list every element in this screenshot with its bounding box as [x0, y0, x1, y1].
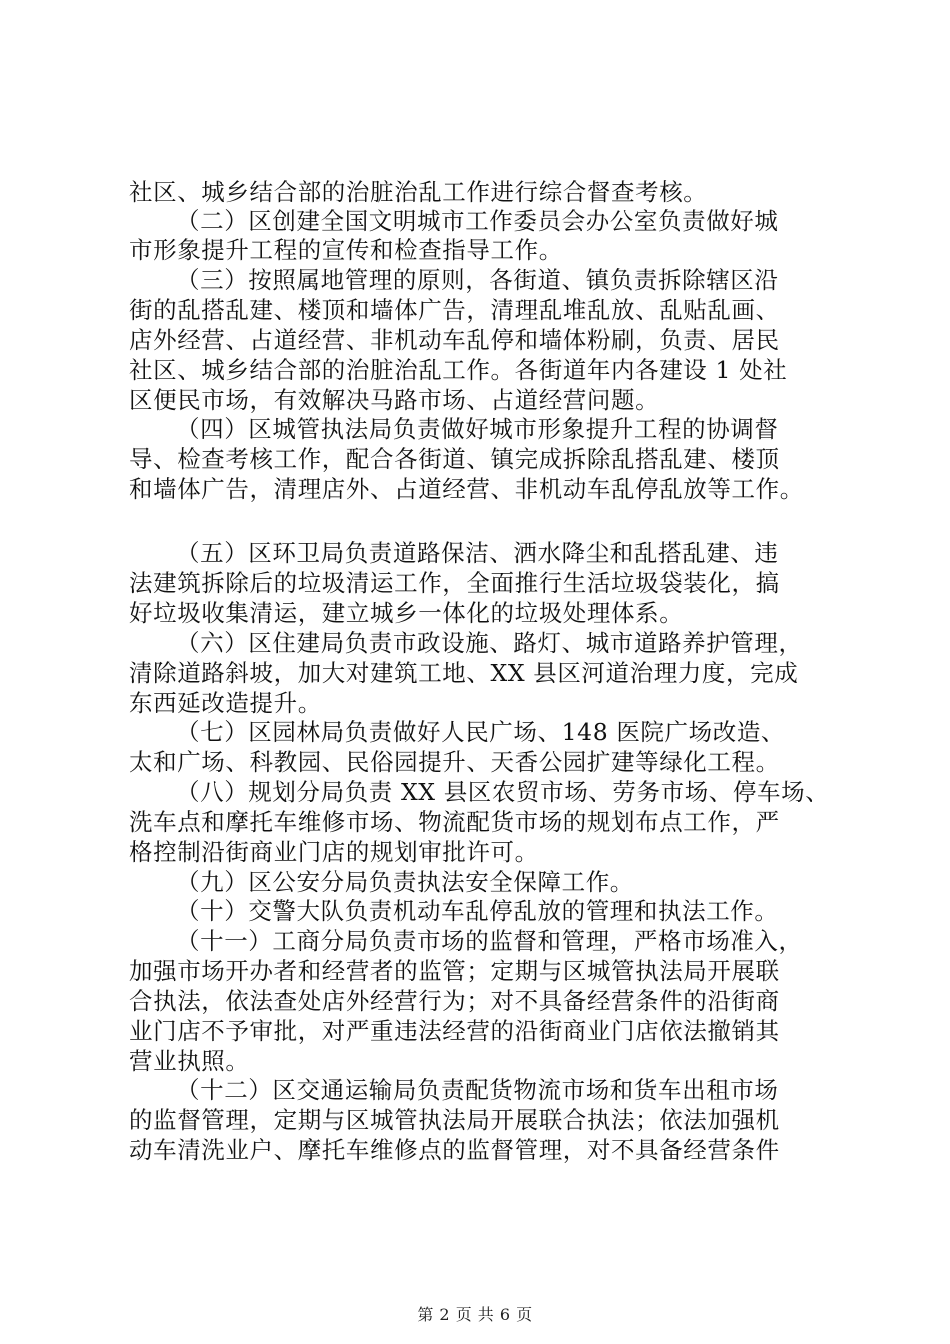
text-line: 动车清洗业户、摩托车维修点的监督管理，对不具备经营条件 [129, 1136, 780, 1164]
text-line: 导、检查考核工作，配合各街道、镇完成拆除乱搭乱建、楼顶 [129, 445, 780, 473]
text-line: （七）区园林局负责做好人民广场、148 医院广场改造、 [176, 718, 786, 746]
text-line: 社区、城乡结合部的治脏治乱工作。各街道年内各建设 1 处社 [129, 356, 788, 384]
text-line: 店外经营、占道经营、非机动车乱停和墙体粉刷，负责、居民 [129, 326, 780, 354]
text-line: 清除道路斜坡，加大对建筑工地、XX 县区河道治理力度，完成 [129, 659, 799, 687]
text-line: 法建筑拆除后的垃圾清运工作，全面推行生活垃圾袋装化，搞 [129, 569, 780, 597]
text-line: （五）区环卫局负责道路保洁、洒水降尘和乱搭乱建、违 [176, 539, 779, 567]
text-line: （六）区住建局负责市政设施、路灯、城市道路养护管理， [176, 629, 803, 657]
text-line: 合执法，依法查处店外经营行为；对不具备经营条件的沿街商 [129, 987, 780, 1015]
text-line: （二）区创建全国文明城市工作委员会办公室负责做好城 [176, 207, 779, 235]
text-line: 东西延改造提升。 [129, 689, 322, 717]
text-line: （九）区公安分局负责执法安全保障工作。 [176, 868, 634, 896]
text-line: 营业执照。 [129, 1047, 250, 1075]
text-line: 太和广场、科教园、民俗园提升、天香公园扩建等绿化工程。 [129, 748, 780, 776]
text-line: 区便民市场，有效解决马路市场、占道经营问题。 [129, 386, 660, 414]
text-line: （十一）工商分局负责市场的监督和管理，严格市场准入， [176, 927, 803, 955]
page-number-footer: 第 2 页 共 6 页 [417, 1305, 533, 1324]
text-line: （八）规划分局负责 XX 县区农贸市场、劳务市场、停车场、 [176, 778, 830, 806]
text-line: 街的乱搭乱建、楼顶和墙体广告，清理乱堆乱放、乱贴乱画、 [129, 296, 780, 324]
text-line: （十二）区交通运输局负责配货物流市场和货车出租市场 [176, 1076, 779, 1104]
text-line: 洗车点和摩托车维修市场、物流配货市场的规划布点工作，严 [129, 808, 780, 836]
text-line: 加强市场开办者和经营者的监管；定期与区城管执法局开展联 [129, 957, 780, 985]
text-line: 社区、城乡结合部的治脏治乱工作进行综合督查考核。 [129, 178, 708, 206]
text-line: （四）区城管执法局负责做好城市形象提升工程的协调督 [176, 415, 779, 443]
text-line: 的监督管理，定期与区城管执法局开展联合执法；依法加强机 [129, 1106, 780, 1134]
text-line: 好垃圾收集清运，建立城乡一体化的垃圾处理体系。 [129, 599, 684, 627]
text-line: （三）按照属地管理的原则，各街道、镇负责拆除辖区沿 [176, 266, 779, 294]
text-line: （十）交警大队负责机动车乱停乱放的管理和执法工作。 [176, 897, 779, 925]
text-line: 和墙体广告，清理店外、占道经营、非机动车乱停乱放等工作。 [129, 475, 804, 503]
text-line: 业门店不予审批，对严重违法经营的沿街商业门店依法撤销其 [129, 1017, 780, 1045]
text-line: 格控制沿街商业门店的规划审批许可。 [129, 838, 539, 866]
text-line: 市形象提升工程的宣传和检查指导工作。 [129, 236, 563, 264]
